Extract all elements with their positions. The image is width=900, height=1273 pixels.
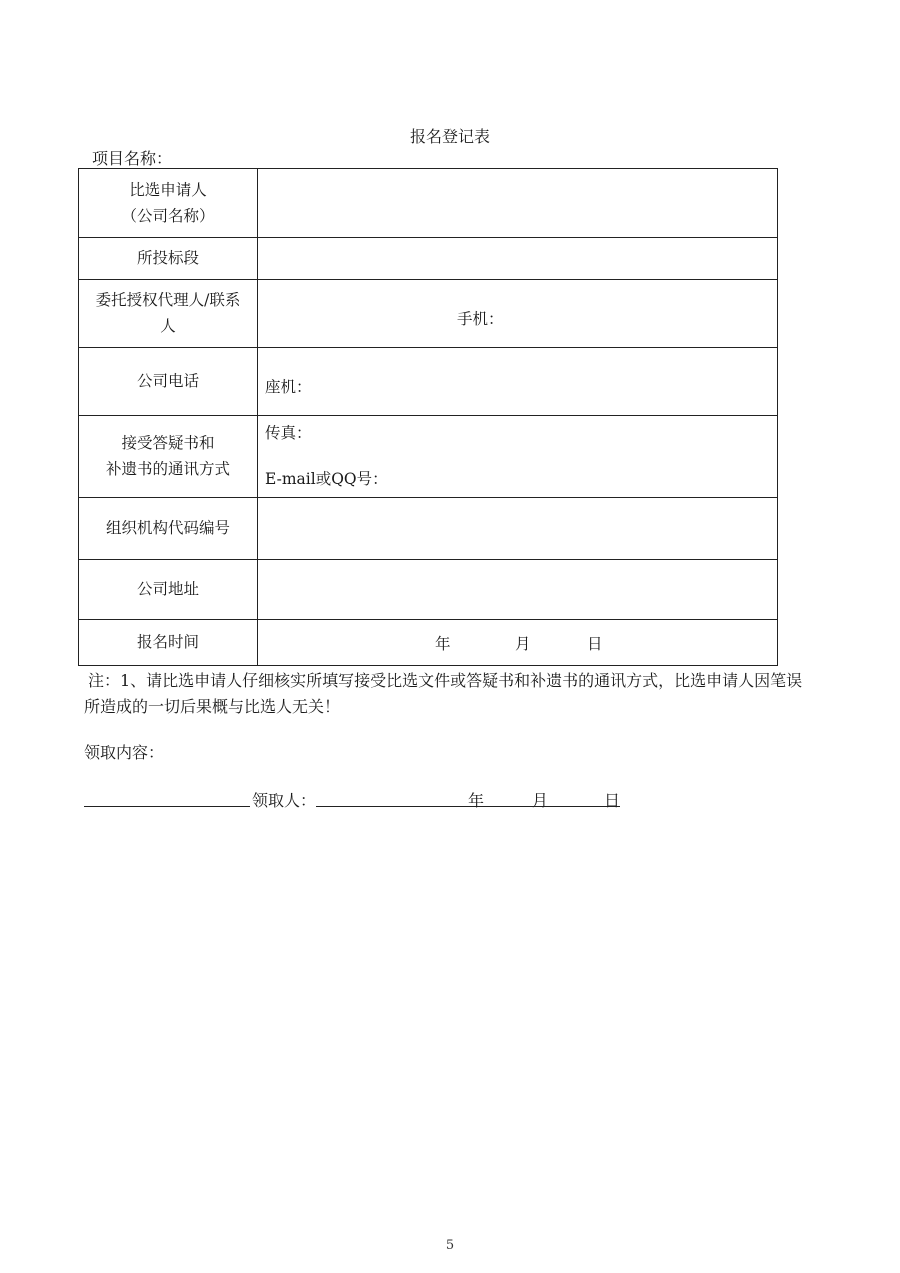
registration-year-label: 年 [435, 635, 451, 653]
receive-day-label: 日 [604, 791, 621, 810]
agent-label-cell [79, 279, 257, 347]
communication-label-cell [79, 415, 257, 497]
company-phone-label-cell [79, 347, 257, 415]
registration-time-label: 报名时间 [136, 633, 199, 651]
mobile-label: 手机： [457, 310, 504, 328]
note-line-2: 所造成的一切后果概与比选人无关！ [84, 697, 341, 716]
registration-day-label: 日 [587, 635, 603, 653]
org-code-label: 组织机构代码编号 [105, 519, 230, 537]
applicant-label: 比选申请人 [129, 181, 207, 199]
email-qq-label: E-mail或QQ号： [265, 470, 388, 488]
agent-label: 委托授权代理人/联系 [95, 291, 241, 309]
applicant-sublabel: （公司名称） [121, 207, 215, 225]
page-number: 5 [445, 1238, 455, 1253]
company-phone-label: 公司电话 [136, 372, 199, 390]
communication-label: 接受答疑书和 [121, 434, 215, 452]
address-label-cell [79, 559, 257, 619]
receive-year-label: 年 [468, 791, 485, 810]
fax-label: 传真： [265, 424, 312, 442]
bid-section-label-cell [79, 237, 257, 279]
address-label: 公司地址 [136, 580, 199, 598]
project-name-label: 项目名称： [92, 149, 173, 168]
org-code-label-cell [79, 497, 257, 559]
registration-form-table [78, 168, 778, 666]
landline-label: 座机： [265, 378, 312, 396]
receiver-signature-row [84, 788, 644, 810]
receive-month-label: 月 [532, 791, 549, 810]
agent-label-cont: 人 [160, 317, 176, 335]
receive-content-label: 领取内容： [84, 743, 165, 762]
registration-time-label-cell [79, 619, 257, 665]
column-divider [257, 169, 258, 665]
note-line-1: 注：1、请比选申请人仔细核实所填写接受比选文件或答疑书和补遗书的通讯方式，比选申请人因笔误 [88, 671, 803, 690]
applicant-label-cell [79, 169, 257, 237]
page-title: 报名登记表 [409, 127, 490, 146]
communication-label-cont: 补遗书的通讯方式 [105, 460, 230, 478]
note-paragraph [84, 668, 808, 720]
receiver-label: 领取人： [252, 791, 317, 810]
bid-section-label: 所投标段 [136, 249, 199, 267]
registration-month-label: 月 [515, 635, 531, 653]
content-blank-line [84, 788, 250, 807]
